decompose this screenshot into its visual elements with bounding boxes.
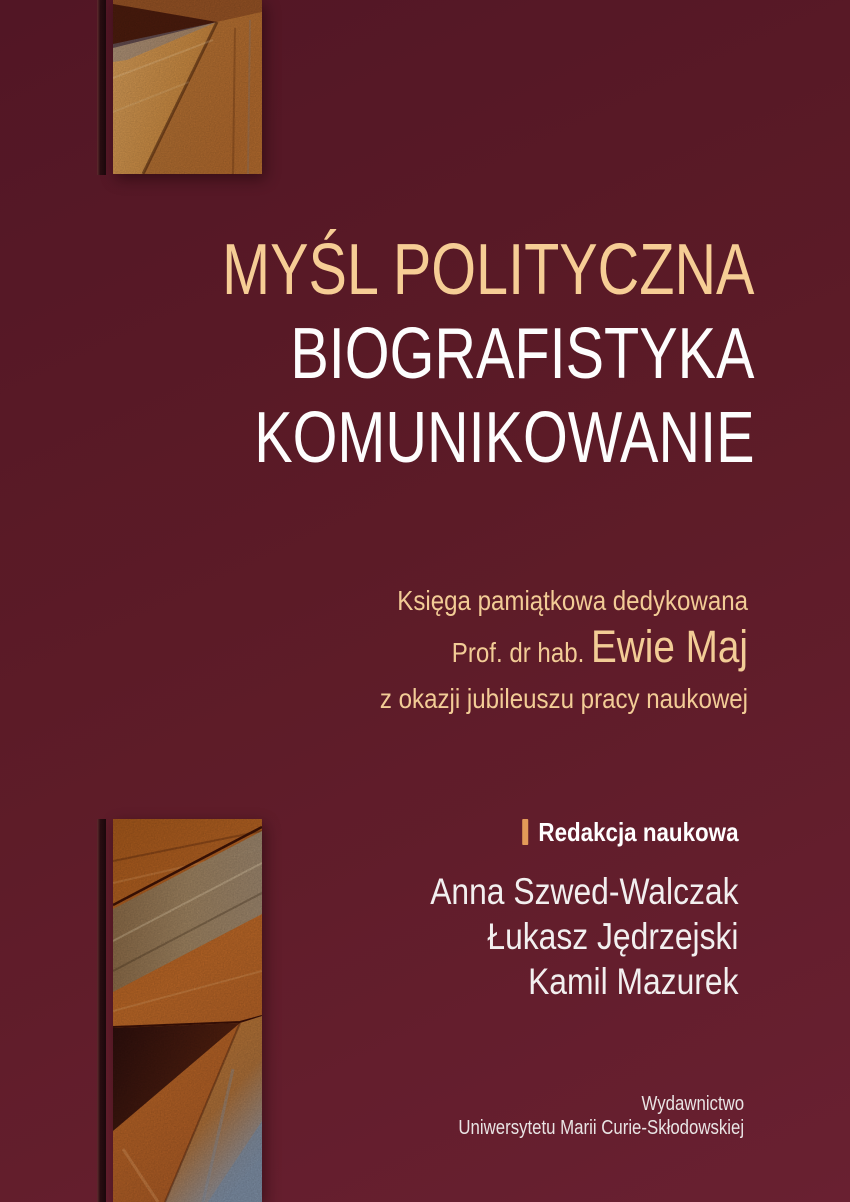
dedication-block <box>320 580 748 720</box>
editor-name: Anna Szwed-Walczak <box>429 871 738 912</box>
honoree-name: Ewie Maj <box>590 621 748 672</box>
editors-block <box>380 815 739 1004</box>
publisher-line-2: Uniwersytetu Marii Curie-Skłodowskiej <box>458 1117 744 1139</box>
editor-name: Kamil Mazurek <box>527 961 738 1002</box>
rust-texture-image <box>113 819 262 1202</box>
editor-names-list <box>430 869 738 1004</box>
publisher-block <box>404 1092 744 1140</box>
shadow-stripe-top <box>97 0 106 175</box>
editors-heading-label: Redakcja naukowa <box>537 817 738 847</box>
publisher-line-1: Wydawnictwo <box>641 1093 744 1115</box>
accent-bar-icon <box>522 819 528 845</box>
editor-name: Łukasz Jędrzejski <box>486 916 738 957</box>
wood-texture-image <box>113 0 262 174</box>
title-line-2: BIOGRAFISTYKA <box>289 314 754 394</box>
shadow-stripe-bottom <box>97 819 106 1202</box>
title-line-1: MYŚL POLITYCZNA <box>221 230 754 310</box>
title-line-3: KOMUNIKOWANIE <box>253 398 754 478</box>
dedication-line-3: z okazji jubileuszu pracy naukowej <box>379 683 748 714</box>
editors-heading <box>430 815 738 849</box>
dedication-line-1: Księga pamiątkowa dedykowana <box>397 585 748 616</box>
dedication-line-2 <box>380 622 748 678</box>
title-block <box>89 228 754 480</box>
dedication-honorific: Prof. dr hab. <box>451 637 585 668</box>
